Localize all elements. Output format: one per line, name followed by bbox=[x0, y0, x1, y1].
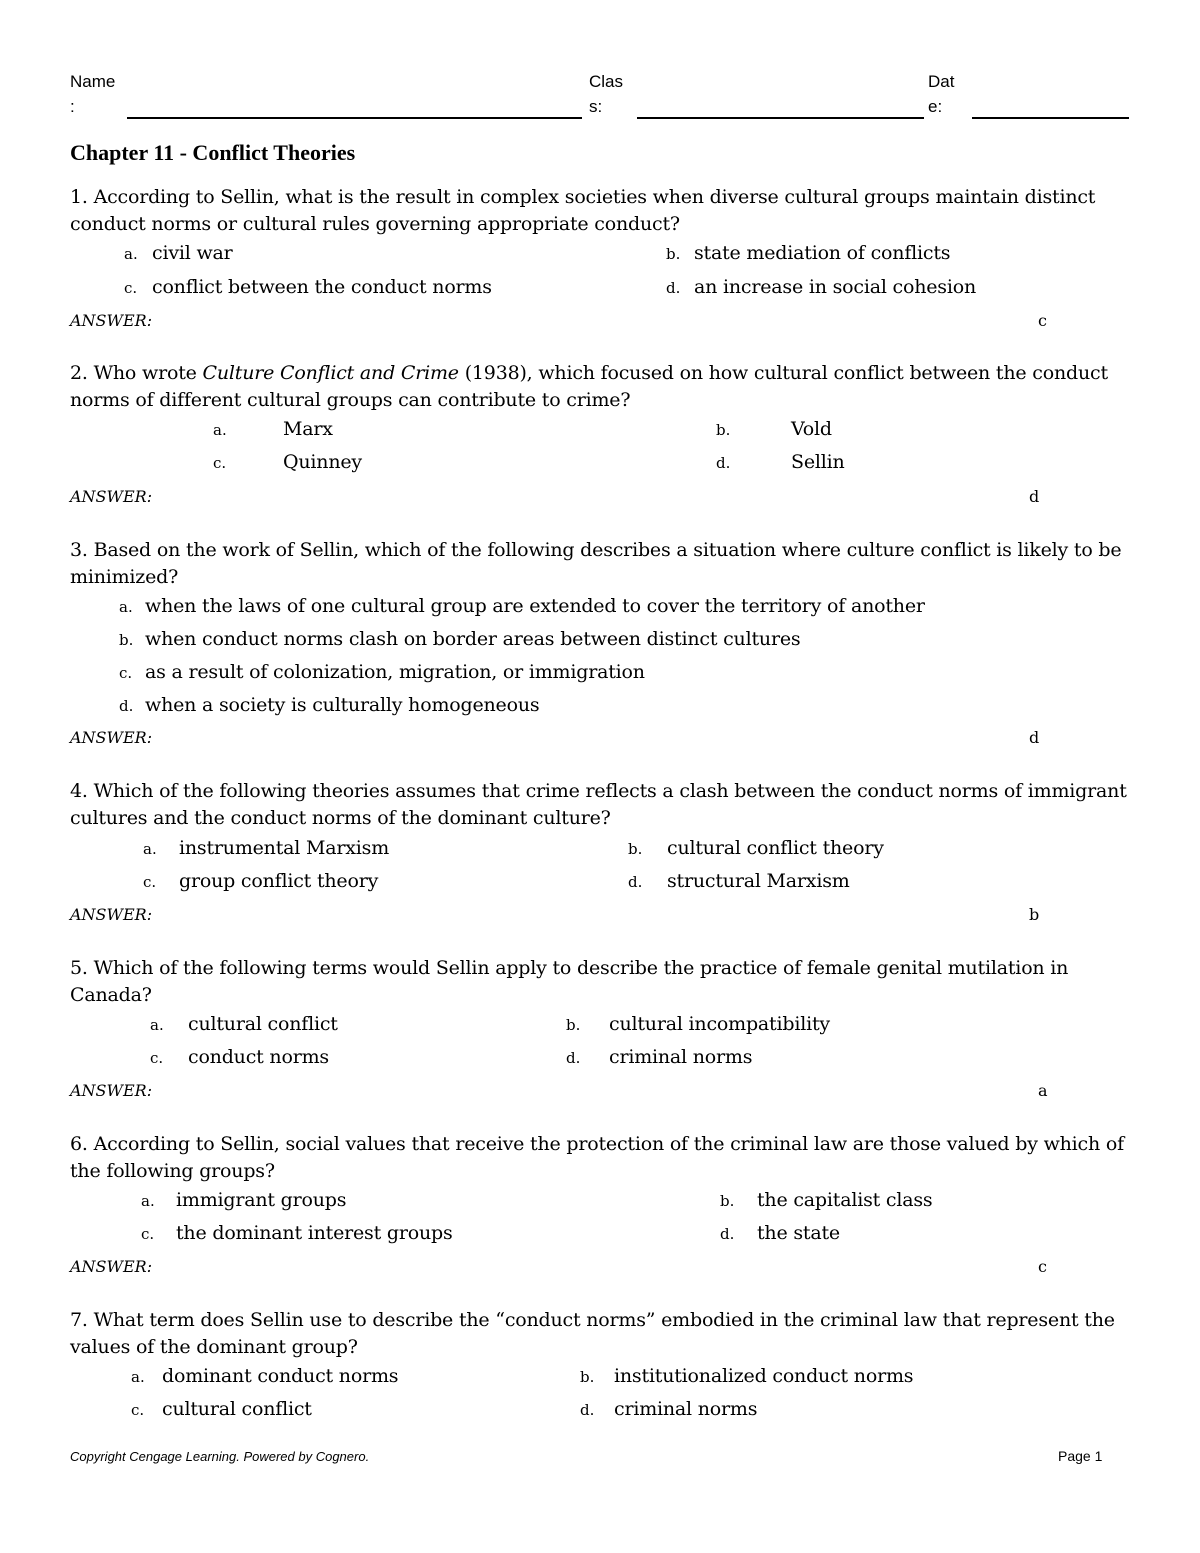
option-letter: a. bbox=[124, 245, 138, 263]
copyright-notice: Copyright Cengage Learning. Powered by Cognero. bbox=[70, 1449, 370, 1464]
option-letter: a. bbox=[119, 598, 133, 616]
option-a[interactable]: dominant conduct norms bbox=[162, 1365, 399, 1387]
option-b[interactable]: cultural incompatibility bbox=[609, 1013, 830, 1035]
option-letter: d. bbox=[119, 697, 134, 715]
class-underline[interactable] bbox=[637, 117, 924, 119]
question-2-stem-pre: 2. Who wrote bbox=[70, 362, 203, 384]
answer-value: b bbox=[1029, 905, 1040, 924]
date-underline[interactable] bbox=[972, 117, 1129, 119]
option-letter: d. bbox=[628, 873, 643, 891]
option-letter: b. bbox=[566, 1016, 581, 1034]
answer-label: ANSWER: bbox=[70, 1081, 153, 1100]
option-a[interactable]: cultural conflict bbox=[188, 1013, 338, 1035]
option-letter: c. bbox=[150, 1049, 164, 1067]
option-letter: b. bbox=[119, 631, 134, 649]
option-letter: c. bbox=[143, 873, 157, 891]
option-letter: a. bbox=[213, 421, 227, 439]
option-d[interactable]: when a society is culturally homogeneous bbox=[145, 694, 540, 716]
class-label: Clas bbox=[589, 72, 624, 91]
answer-value: d bbox=[1029, 487, 1040, 506]
option-c[interactable]: as a result of colonization, migration, or immigration bbox=[145, 661, 645, 683]
option-b[interactable]: cultural conflict theory bbox=[667, 837, 884, 859]
option-letter: c. bbox=[124, 279, 138, 297]
question-1-stem: 1. According to Sellin, what is the result in complex societies when diverse cultural groups maintain distinct conduct norms or cultural rules governing appropriate conduct? bbox=[70, 186, 1096, 235]
name-label: Name bbox=[70, 72, 116, 91]
option-c[interactable]: conduct norms bbox=[188, 1046, 329, 1068]
option-c[interactable]: conflict between the conduct norms bbox=[152, 276, 492, 298]
option-letter: a. bbox=[131, 1368, 145, 1386]
option-a[interactable]: civil war bbox=[152, 242, 233, 264]
option-letter: d. bbox=[566, 1049, 581, 1067]
class-label-suffix: s: bbox=[589, 97, 603, 116]
question-5-stem: 5. Which of the following terms would Sellin apply to describe the practice of female genital mutilation in Canada? bbox=[70, 957, 1069, 1006]
answer-label: ANSWER: bbox=[70, 311, 153, 330]
option-letter: b. bbox=[716, 421, 731, 439]
option-c[interactable]: Quinney bbox=[283, 451, 362, 473]
answer-label: ANSWER: bbox=[70, 487, 153, 506]
answer-label: ANSWER: bbox=[70, 905, 153, 924]
option-letter: d. bbox=[720, 1225, 735, 1243]
answer-value: a bbox=[1038, 1081, 1048, 1100]
option-c[interactable]: group conflict theory bbox=[179, 870, 379, 892]
option-a[interactable]: instrumental Marxism bbox=[179, 837, 390, 859]
option-letter: a. bbox=[141, 1192, 155, 1210]
answer-value: d bbox=[1029, 728, 1040, 747]
option-d[interactable]: criminal norms bbox=[609, 1046, 753, 1068]
question-2-stem-post: (1938), which focused on how cultural conflict between the conduct norms of different cultural groups can contribute to crime? bbox=[70, 362, 1108, 411]
option-a[interactable]: when the laws of one cultural group are extended to cover the territory of another bbox=[145, 595, 925, 617]
page-title: Chapter 11 - Conflict Theories bbox=[70, 140, 356, 165]
option-b[interactable]: the capitalist class bbox=[757, 1189, 933, 1211]
option-letter: c. bbox=[141, 1225, 155, 1243]
option-d[interactable]: criminal norms bbox=[614, 1398, 758, 1420]
name-underline[interactable] bbox=[127, 117, 582, 119]
option-b[interactable]: when conduct norms clash on border areas between distinct cultures bbox=[145, 628, 801, 650]
option-letter: b. bbox=[628, 840, 643, 858]
option-d[interactable]: an increase in social cohesion bbox=[694, 276, 977, 298]
question-2-stem bbox=[70, 360, 1135, 414]
option-letter: d. bbox=[666, 279, 681, 297]
date-label-suffix: e: bbox=[928, 97, 943, 116]
answer-label: ANSWER: bbox=[70, 728, 153, 747]
option-letter: a. bbox=[150, 1016, 164, 1034]
option-letter: a. bbox=[143, 840, 157, 858]
name-label-colon: : bbox=[70, 97, 75, 116]
option-letter: d. bbox=[716, 454, 731, 472]
answer-label: ANSWER: bbox=[70, 1257, 153, 1276]
option-letter: b. bbox=[666, 245, 681, 263]
date-label: Dat bbox=[928, 72, 955, 91]
option-a[interactable]: immigrant groups bbox=[176, 1189, 347, 1211]
option-a[interactable]: Marx bbox=[283, 418, 333, 440]
option-b[interactable]: Vold bbox=[791, 418, 832, 440]
question-4-stem: 4. Which of the following theories assumes that crime reflects a clash between the conduct norms of immigrant cultures and the conduct norms of the dominant culture? bbox=[70, 780, 1127, 829]
page-number: Page 1 bbox=[1058, 1448, 1103, 1464]
answer-value: c bbox=[1038, 311, 1047, 330]
question-7-stem: 7. What term does Sellin use to describe the “conduct norms” embodied in the criminal law that represent the values of the dominant group? bbox=[70, 1309, 1115, 1358]
option-letter: c. bbox=[119, 664, 133, 682]
option-d[interactable]: structural Marxism bbox=[667, 870, 850, 892]
option-letter: d. bbox=[580, 1401, 595, 1419]
answer-value: c bbox=[1038, 1257, 1047, 1276]
option-c[interactable]: cultural conflict bbox=[162, 1398, 312, 1420]
book-title: Culture Conflict and Crime bbox=[202, 362, 459, 384]
question-3-stem: 3. Based on the work of Sellin, which of the following describes a situation where culture conflict is likely to be minimized? bbox=[70, 539, 1122, 588]
option-b[interactable]: state mediation of conflicts bbox=[694, 242, 951, 264]
option-c[interactable]: the dominant interest groups bbox=[176, 1222, 453, 1244]
option-letter: b. bbox=[720, 1192, 735, 1210]
option-letter: c. bbox=[213, 454, 227, 472]
option-b[interactable]: institutionalized conduct norms bbox=[614, 1365, 914, 1387]
option-letter: c. bbox=[131, 1401, 145, 1419]
question-6-stem: 6. According to Sellin, social values that receive the protection of the criminal law are those valued by which of the following groups? bbox=[70, 1133, 1124, 1182]
option-letter: b. bbox=[580, 1368, 595, 1386]
option-d[interactable]: Sellin bbox=[791, 451, 845, 473]
option-d[interactable]: the state bbox=[757, 1222, 840, 1244]
